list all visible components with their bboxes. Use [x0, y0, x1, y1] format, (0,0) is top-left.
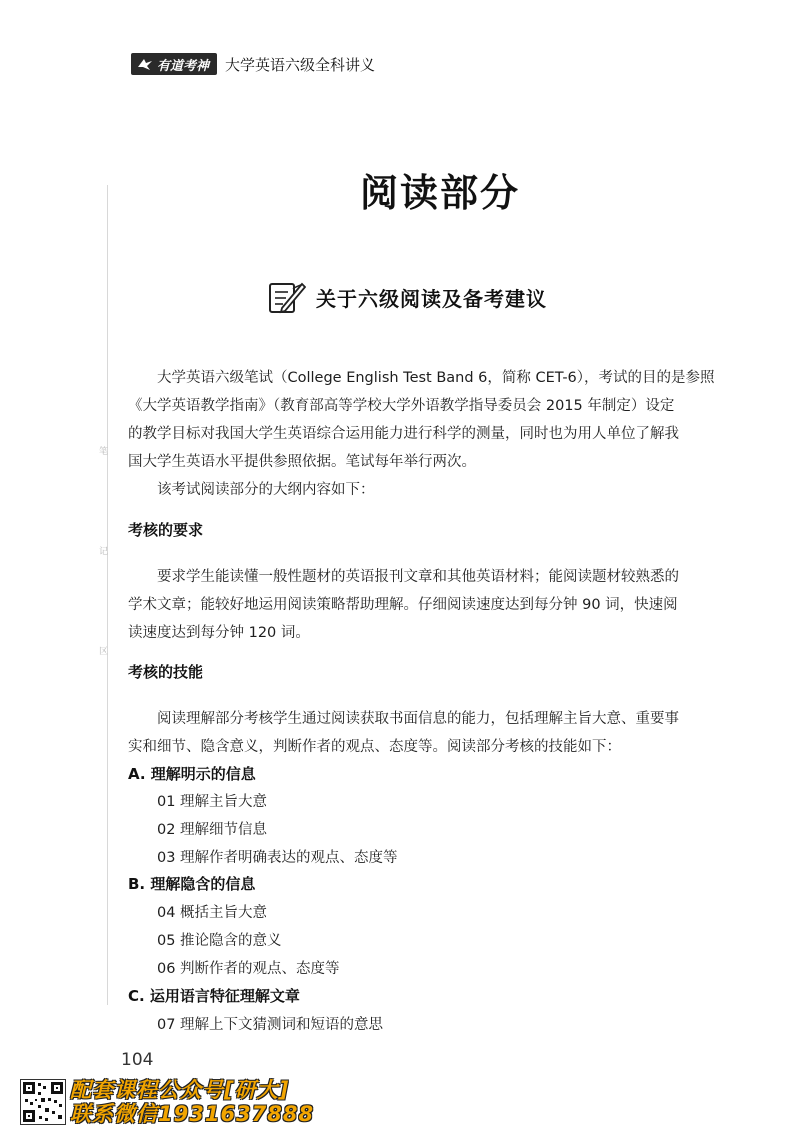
ad-line: 联系微信1931637888 — [70, 1102, 315, 1126]
book-title: 大学英语六级全科讲义 — [225, 55, 376, 74]
bird-logo-icon — [137, 57, 153, 71]
text-line: 阅读理解部分考核学生通过阅读获取书面信息的能力，包括理解主旨大意、重要事 — [157, 711, 679, 727]
skill-item: 03 理解作者明确表达的观点、态度等 — [157, 850, 398, 866]
requirements-paragraph — [128, 563, 750, 647]
skills-paragraph — [128, 705, 750, 761]
skill-category: A. 理解明示的信息 — [128, 765, 256, 783]
text-line: 国大学生英语水平提供参照依据。笔试每年举行两次。 — [128, 454, 476, 470]
skill-category: B. 理解隐含的信息 — [128, 875, 256, 893]
text-line: 实和细节、隐含意义，判断作者的观点、态度等。阅读部分考核的技能如下： — [128, 739, 621, 755]
text-line: 的教学目标对我国大学生英语综合运用能力进行科学的测量，同时也为用人单位了解我 — [128, 426, 679, 442]
skill-item: 06 判断作者的观点、态度等 — [157, 961, 340, 977]
text-line: 该考试阅读部分的大纲内容如下： — [157, 482, 375, 498]
section-heading — [268, 280, 547, 314]
ad-line: 配套课程公众号[研大] — [70, 1078, 290, 1102]
qr-code-icon — [20, 1079, 66, 1125]
page-number: 104 — [121, 1050, 154, 1070]
margin-rule — [107, 185, 108, 1005]
text-line: 读速度达到每分钟 120 词。 — [128, 625, 310, 641]
requirements-heading: 考核的要求 — [128, 521, 204, 539]
margin-mark: 记 — [99, 547, 109, 557]
logo-text: 有道考神 — [157, 58, 210, 74]
skill-item: 05 推论隐含的意义 — [157, 933, 282, 949]
intro-paragraph — [128, 364, 750, 504]
margin-mark: 笔 — [99, 447, 109, 457]
text-line: 《大学英语教学指南》（教育部高等学校大学外语教学指导委员会 2015 年制定）设定 — [128, 398, 675, 414]
text-line: 学术文章；能较好地运用阅读策略帮助理解。仔细阅读速度达到每分钟 90 词，快速阅 — [128, 597, 678, 613]
margin-mark: 区 — [99, 647, 109, 657]
running-header — [131, 52, 375, 76]
page-title: 阅读部分 — [359, 171, 520, 215]
footer-watermark — [20, 1078, 314, 1126]
skill-item: 04 概括主旨大意 — [157, 905, 268, 921]
skill-item: 01 理解主旨大意 — [157, 794, 268, 810]
text-line: 要求学生能读懂一般性题材的英语报刊文章和其他英语材料；能阅读题材较熟悉的 — [157, 569, 679, 585]
skill-item: 07 理解上下文猜测词和短语的意思 — [157, 1017, 384, 1033]
notepad-pen-icon — [268, 280, 306, 314]
skill-category: C. 运用语言特征理解文章 — [128, 987, 300, 1005]
publisher-logo — [131, 53, 217, 75]
section-title: 关于六级阅读及备考建议 — [316, 286, 547, 311]
text-line: 大学英语六级笔试（College English Test Band 6，简称 CET-6），考试的目的是参照 — [157, 370, 715, 386]
skill-item: 02 理解细节信息 — [157, 822, 268, 838]
ad-text — [70, 1078, 314, 1126]
skills-heading: 考核的技能 — [128, 663, 204, 681]
